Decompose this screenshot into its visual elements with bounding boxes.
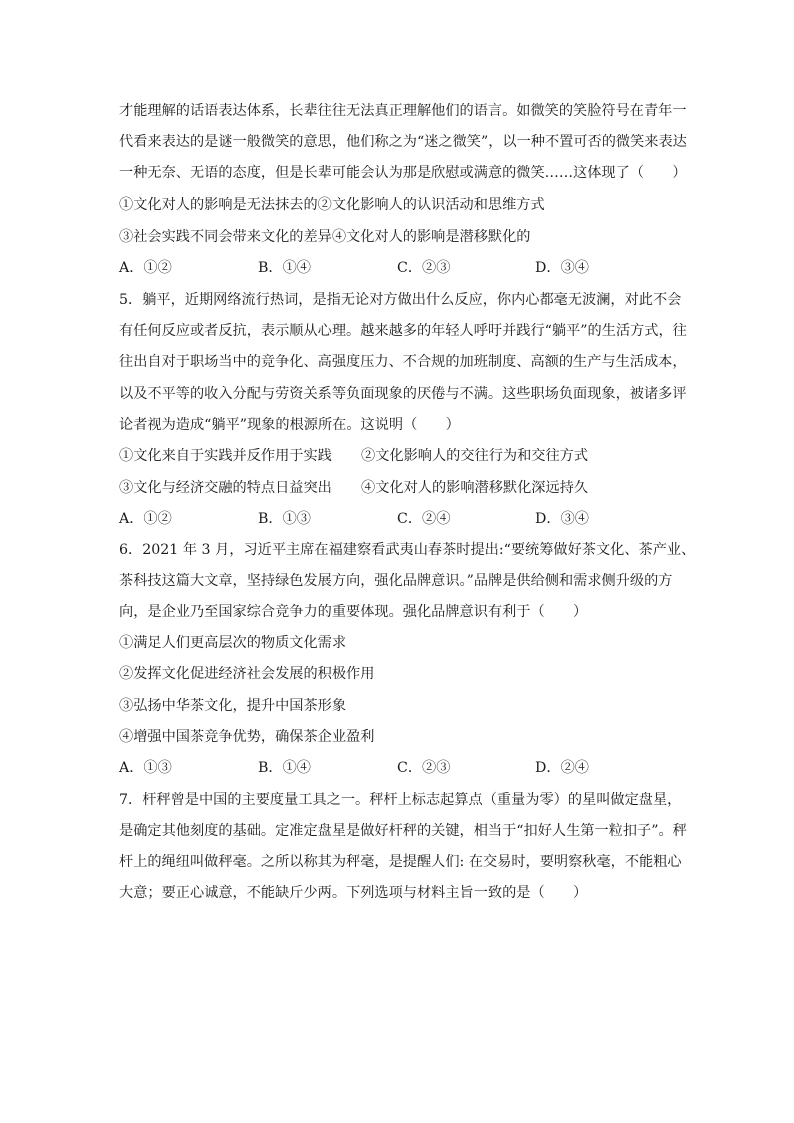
- q6-line-1: 6．2021 年 3 月，习近平主席在福建察看武夷山春茶时提出:“要统筹做好茶文化、茶产业、: [119, 542, 696, 558]
- q5-line-1: 5．躺平，近期网络流行热词，是指无论对方做出什么反应，你内心都毫无波澜，对此不会: [119, 292, 682, 308]
- q6-statement-1: ①满足人们更高层次的物质文化需求: [119, 635, 347, 651]
- q4-line-3: 一种无奈、无语的态度，但是长辈可能会认为那是欣慰或满意的微笑……这体现了（ ）: [119, 165, 687, 181]
- q4-option-a[interactable]: A．①②: [119, 260, 172, 276]
- q5-option-b[interactable]: B．①③: [258, 511, 311, 527]
- q5-statement-3: ③文化与经济交融的特点日益突出: [119, 480, 332, 496]
- q4-line-2: 代看来表达的是谜一般微笑的意思，他们称之为“迷之微笑”，以一种不置可否的微笑来表达: [119, 134, 687, 150]
- q6-option-c[interactable]: C．②③: [397, 760, 451, 776]
- q5-line-5: 论者视为造成“躺平”现象的根源所在。这说明（ ）: [119, 417, 460, 433]
- q4-line-1: 才能理解的话语表达体系，长辈往往无法真正理解他们的语言。如微笑的笑脸符号在青年一: [119, 103, 687, 119]
- q4-statement-1: ①文化对人的影响是无法抹去的②文化影响人的认识活动和思维方式: [119, 197, 545, 213]
- q5-line-3: 往出自对于职场当中的竞争化、高强度压力、不合规的加班制度、高额的生产与生活成本，: [119, 354, 687, 370]
- q4-statement-2: ③社会实践不同会带来文化的差异④文化对人的影响是潜移默化的: [119, 229, 531, 245]
- q7-line-1: 7．杆秤曾是中国的主要度量工具之一。秤杆上标志起算点（重量为零）的星叫做定盘星，: [119, 792, 682, 808]
- q4-option-c[interactable]: C．②③: [397, 260, 451, 276]
- q7-line-4: 大意；要正心诚意，不能缺斤少两。下列选项与材料主旨一致的是（ ）: [119, 885, 588, 901]
- q6-line-3: 向，是企业乃至国家综合竞争力的重要体现。强化品牌意识有利于（ ）: [119, 604, 588, 620]
- q6-option-b[interactable]: B．①④: [258, 760, 311, 776]
- q6-statement-2: ②发挥文化促进经济社会发展的积极作用: [119, 666, 375, 682]
- q6-statement-3: ③弘扬中华茶文化，提升中国茶形象: [119, 698, 347, 714]
- q6-option-a[interactable]: A．①③: [119, 760, 172, 776]
- q4-option-d[interactable]: D．③④: [535, 260, 589, 276]
- q5-option-d[interactable]: D．③④: [535, 511, 589, 527]
- q6-line-2: 茶科技这篇大文章，坚持绿色发展方向，强化品牌意识。”品牌是供给侧和需求侧升级的方: [119, 573, 673, 589]
- q5-statement-4: ④文化对人的影响潜移默化深远持久: [361, 480, 589, 496]
- q5-line-4: 以及不平等的收入分配与劳资关系等负面现象的厌倦与不满。这些职场负面现象，被诸多评: [119, 386, 687, 402]
- q5-option-c[interactable]: C．②④: [397, 511, 451, 527]
- q5-line-2: 有任何反应或者反抗，表示顺从心理。越来越多的年轻人呼吁并践行“躺平”的生活方式，往: [119, 323, 687, 339]
- q4-option-b[interactable]: B．①④: [258, 260, 311, 276]
- q7-line-3: 杆上的绳纽叫做秤毫。之所以称其为秤毫，是提醒人们: 在交易时，要明察秋毫，不能粗心: [119, 854, 682, 870]
- q6-option-d[interactable]: D．②④: [535, 760, 589, 776]
- q5-statement-2: ②文化影响人的交往行为和交往方式: [361, 448, 589, 464]
- q5-statement-1: ①文化来自于实践并反作用于实践: [119, 448, 332, 464]
- q6-statement-4: ④增强中国茶竞争优势，确保茶企业盈利: [119, 729, 375, 745]
- q5-option-a[interactable]: A．①②: [119, 511, 172, 527]
- q7-line-2: 是确定其他刻度的基础。定准定盘星是做好杆秤的关键，相当于“扣好人生第一粒扣子”。秤: [119, 823, 687, 839]
